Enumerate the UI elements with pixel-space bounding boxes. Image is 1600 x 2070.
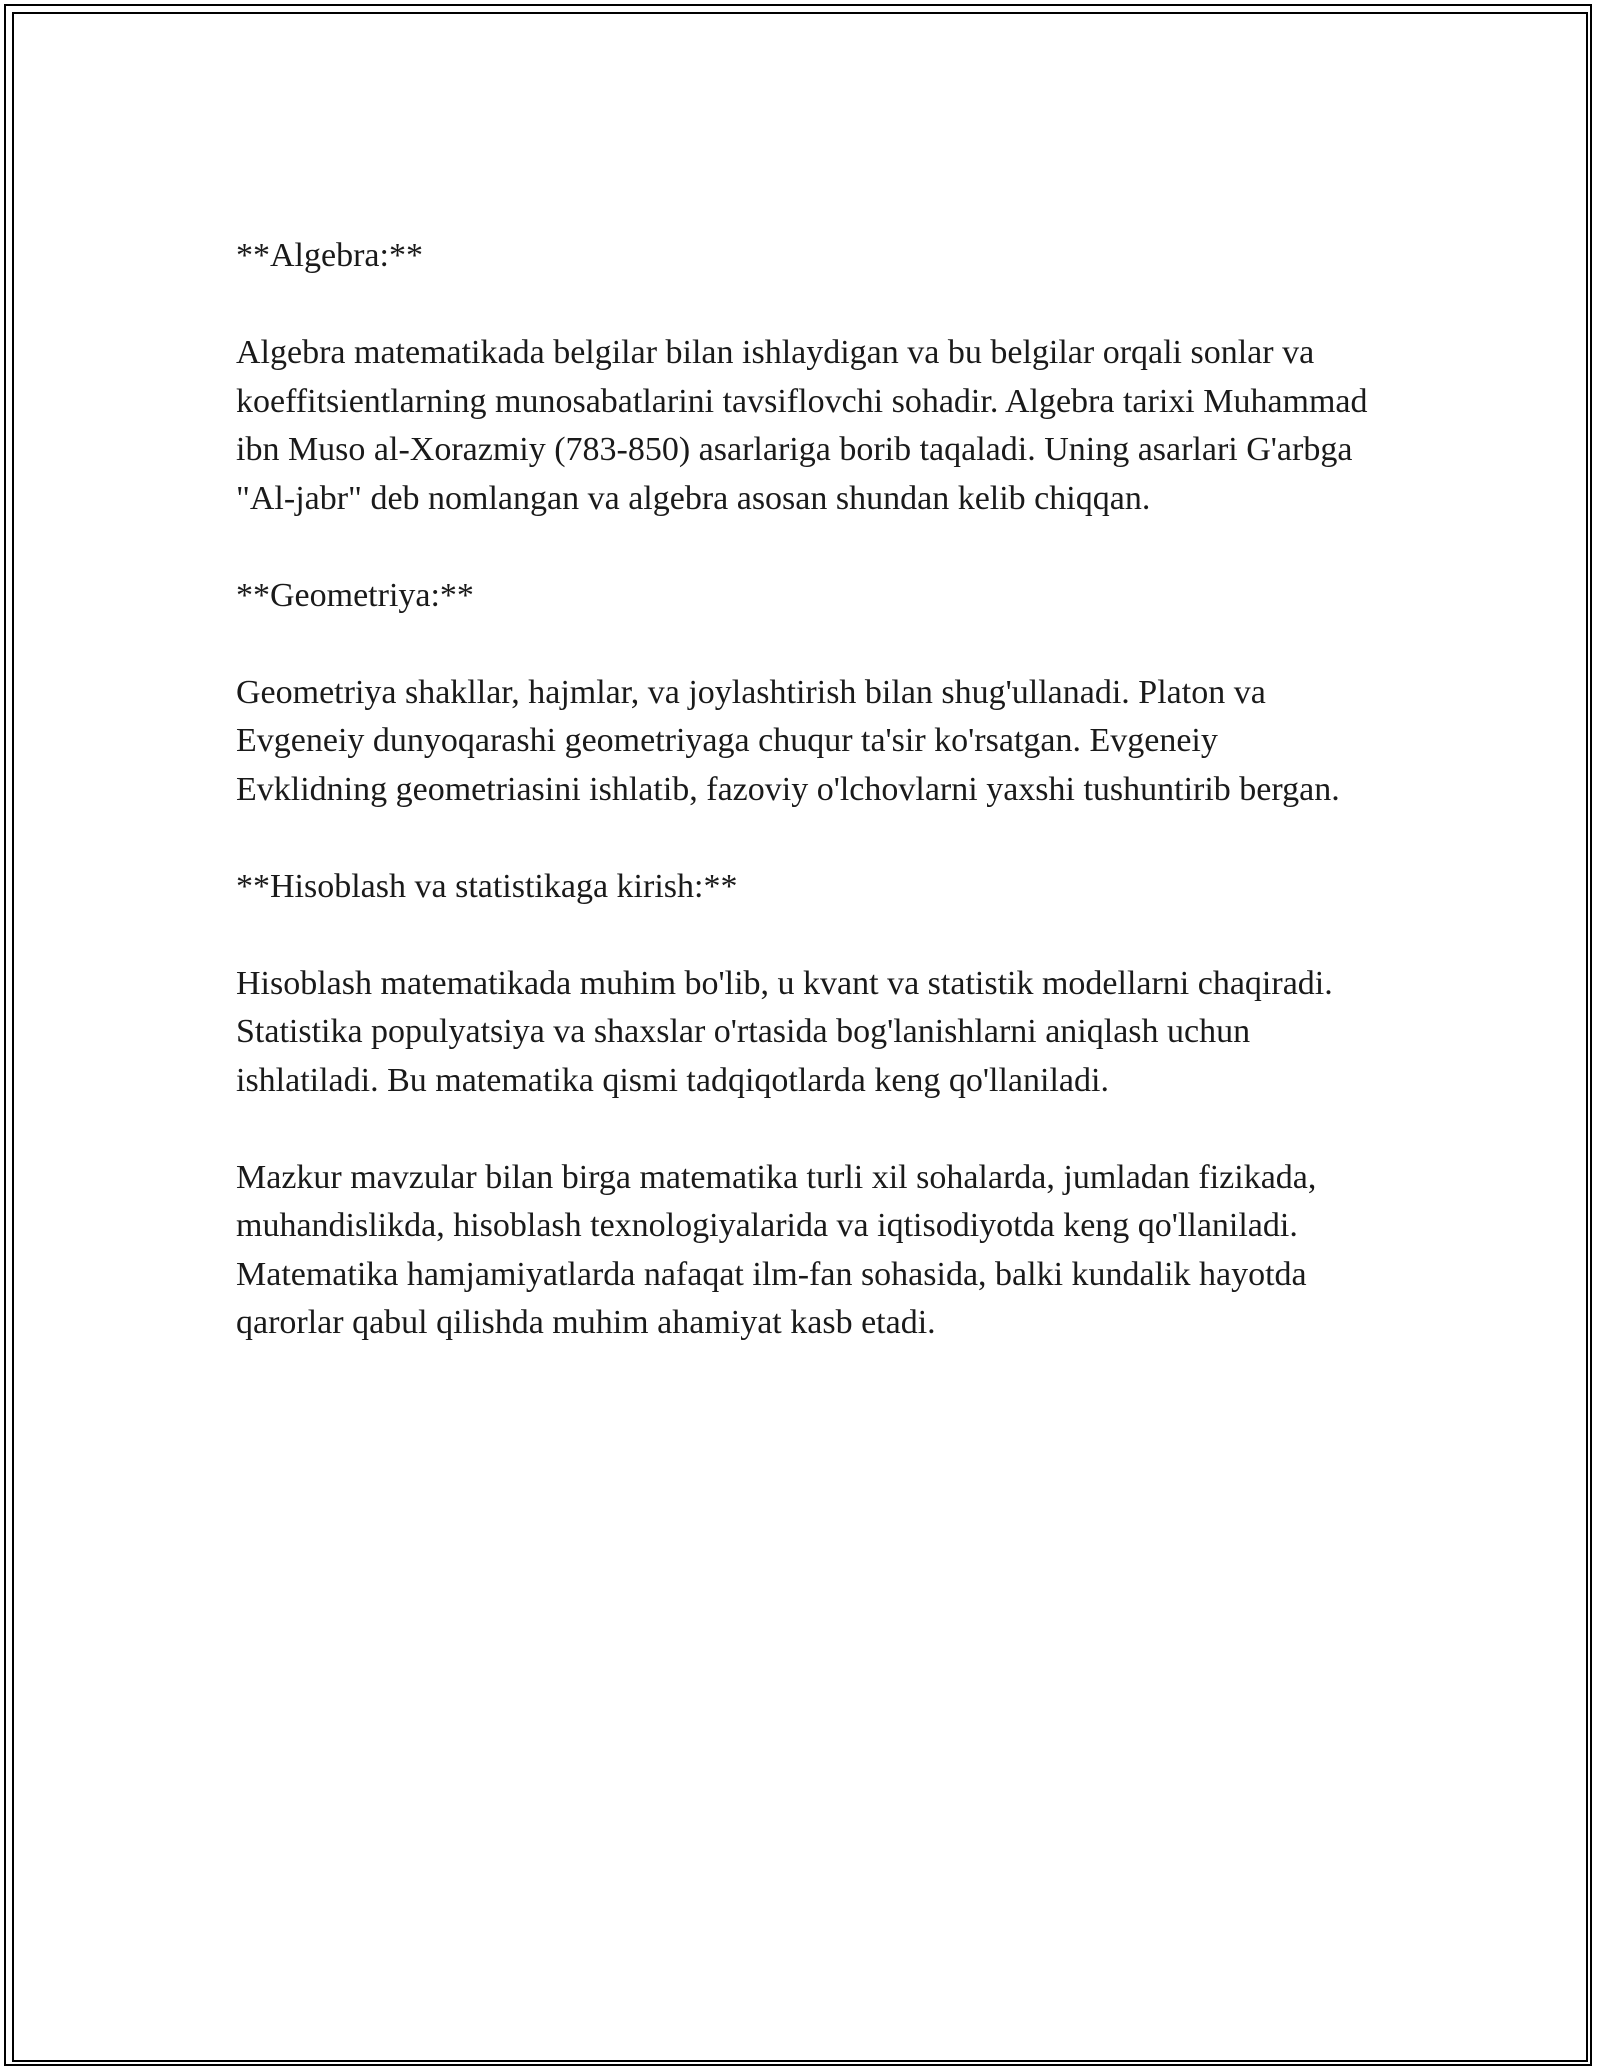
document-body [236, 232, 1376, 1396]
hisoblash-heading: **Hisoblash va statistikaga kirish:** [236, 867, 738, 905]
algebra-heading: **Algebra:** [236, 237, 423, 274]
hisoblash-paragraph: Hisoblash matematikada muhim bo'lib, u kvant va statistik modellarni chaqiradi. Statistika populyatsiya va shaxslar o'rtasida bog'lanishlarni aniqlash uchun ishlatiladi. Bu matematika qismi tadqiqotlarda keng qo'llaniladi. [236, 964, 1333, 1099]
conclusion-paragraph: Mazkur mavzular bilan birga matematika turli xil sohalarda, jumladan fizikada, muhandislikda, hisoblash texnologiyalarida va iqtisodiyotda keng qo'llaniladi. Matematika hamjamiyatlarda nafaqat ilm-fan sohasida, balki kundalik hayotda qarorlar qabul qilishda muhim ahamiyat kasb etadi. [236, 1158, 1317, 1341]
geometriya-heading: **Geometriya:** [236, 576, 474, 614]
algebra-paragraph: Algebra matematikada belgilar bilan ishlaydigan va bu belgilar orqali sonlar va koeffitsientlarning munosabatlarini tavsiflovchi sohadir. Algebra tarixi Muhammad ibn Muso al-Xorazmiy (783-850) asarlariga borib taqaladi. Uning asarlari G'arbga "Al-jabr" deb nomlangan va algebra asosan shundan kelib chiqqan. [236, 334, 1368, 517]
geometriya-paragraph: Geometriya shakllar, hajmlar, va joylashtirish bilan shug'ullanadi. Platon va Evgeneiy dunyoqarashi geometriyaga chuqur ta'sir ko'rsatgan. Evgeneiy Evklidning geometriasini ishlatib, fazoviy o'lchovlarni yaxshi tushuntirib bergan. [236, 673, 1340, 808]
